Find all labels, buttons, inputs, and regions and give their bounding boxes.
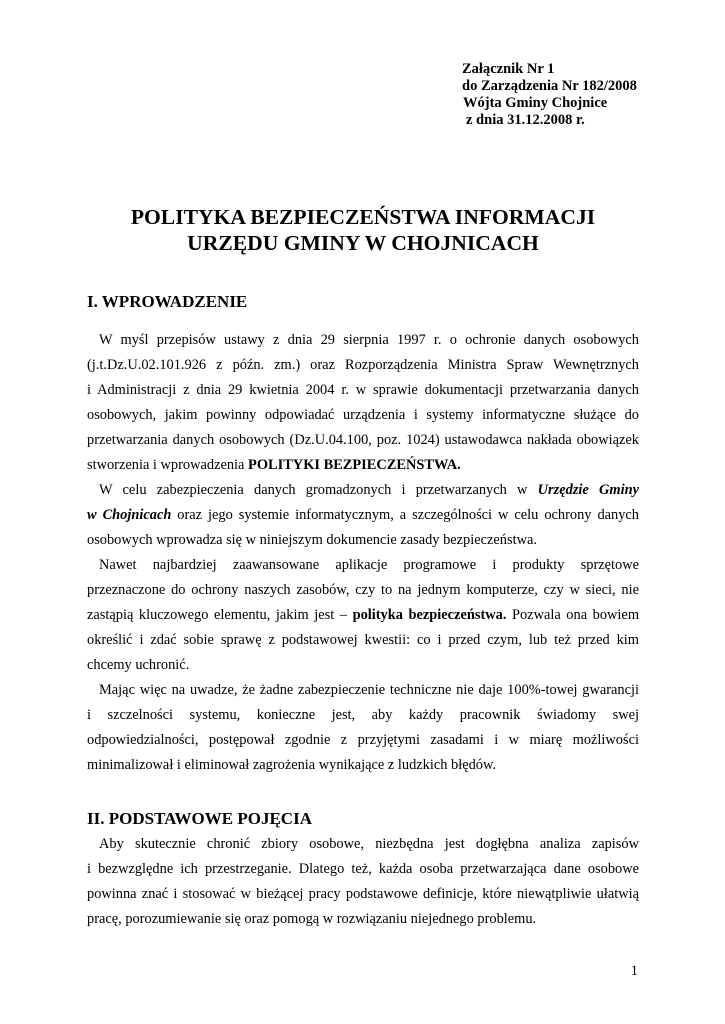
paragraph [87, 328, 639, 478]
text-run: przetwarzania danych osobowych (Dz.U.04.100, poz. 1024) ustawodawca nakłada obowiązek [87, 432, 639, 448]
paragraph-line [87, 653, 639, 678]
text-run: osobowych wprowadza się w niniejszym dokumencie zasady bezpieczeństwa. [87, 532, 537, 548]
text-run: (j.t.Dz.U.02.101.926 z późn. zm.) oraz Rozporządzenia Ministra Spraw Wewnętrznych [87, 357, 639, 373]
paragraph [87, 478, 639, 553]
section-heading-basic-terms: II. PODSTAWOWE POJĘCIA [87, 809, 312, 828]
paragraph-line [87, 503, 639, 528]
bold-text: POLITYKI BEZPIECZEŃSTWA. [248, 457, 461, 473]
paragraph-line [87, 378, 639, 403]
text-run: chcemy uchronić. [87, 657, 190, 673]
page-number: 1 [630, 963, 638, 979]
paragraph-line [87, 578, 639, 603]
paragraph-line [87, 703, 639, 728]
paragraph-line [87, 353, 639, 378]
text-run: i bezwzględne ich przestrzeganie. Dlatego też, każda osoba przetwarzająca dane osobowe [87, 861, 639, 877]
text-run: Aby skutecznie chronić zbiory osobowe, niezbędna jest dogłębna analiza zapisów [99, 836, 639, 852]
text-run: stworzenia i wprowadzenia [87, 457, 249, 473]
text-run: i szczelności systemu, konieczne jest, aby każdy pracownik świadomy swej [87, 707, 639, 723]
text-run: Mając więc na uwadze, że żadne zabezpieczenie techniczne nie daje 100%-towej gwarancji [99, 682, 639, 698]
paragraph-line [87, 678, 639, 703]
paragraph-line [87, 882, 639, 907]
text-run: i Administracji z dnia 29 kwietnia 2004 r. w sprawie dokumentacji przetwarzania danych [87, 382, 639, 398]
text-run: Pozwala ona bowiem [506, 607, 640, 623]
paragraph [87, 678, 639, 778]
text-run: zastąpią kluczowego elementu, jakim jest – [87, 607, 353, 623]
section-body-introduction [87, 328, 639, 778]
paragraph-line [87, 907, 639, 932]
bold-text: polityka bezpieczeństwa. [352, 607, 507, 623]
title-line-1: POLITYKA BEZPIECZEŃSTWA INFORMACJI [130, 205, 596, 229]
bold-italic-text: w Chojnicach [87, 507, 172, 523]
annex-number: Załącznik Nr 1 [462, 61, 555, 77]
paragraph [87, 553, 639, 678]
paragraph-line [87, 832, 639, 857]
text-run: pracę, porozumiewanie się oraz pomogą w rozwiązaniu niejednego problemu. [87, 911, 537, 927]
text-run: W myśl przepisów ustawy z dnia 29 sierpnia 1997 r. o ochronie danych osobowych [99, 332, 639, 348]
annex-reference [462, 61, 637, 129]
text-run: osobowych, jakim powinny odpowiadać urządzenia i systemy informatyczne służące do [87, 407, 639, 423]
text-run: przeznaczone do ochrony naszych zasobów, czy to na jednym komputerze, czy w sieci, nie [87, 582, 639, 598]
paragraph-line [87, 428, 639, 453]
paragraph-line [87, 478, 639, 503]
bold-italic-text: Urzędzie Gminy [537, 482, 639, 498]
title-line-2: URZĘDU GMINY W CHOJNICACH [187, 231, 539, 255]
paragraph [87, 832, 639, 932]
text-run: minimalizował i eliminował zagrożenia wynikające z ludzkich błędów. [87, 757, 497, 773]
section-body-basic-terms [87, 832, 639, 932]
issuing-authority: Wójta Gminy Chojnice [463, 95, 608, 111]
ordinance-date: z dnia 31.12.2008 r. [466, 112, 585, 128]
paragraph-line [87, 528, 639, 553]
paragraph-line [87, 628, 639, 653]
paragraph-line [87, 553, 639, 578]
text-run: Nawet najbardziej zaawansowane aplikacje programowe i produkty sprzętowe [99, 557, 639, 573]
paragraph-line [87, 328, 639, 353]
paragraph-line [87, 857, 639, 882]
text-run: oraz jego systemie informatycznym, a szczególności w celu ochrony danych [171, 507, 640, 523]
ordinance-reference: do Zarządzenia Nr 182/2008 [462, 78, 637, 94]
text-run: odpowiedzialności, postępował zgodnie z przyjętymi zasadami i w miarę możliwości [87, 732, 639, 748]
text-run: powinna znać i stosować w bieżącej pracy podstawowe definicje, które niewątpliwie ułatwią [87, 886, 639, 902]
document-title [87, 204, 639, 256]
paragraph-line [87, 728, 639, 753]
paragraph-line [87, 403, 639, 428]
paragraph-line [87, 753, 639, 778]
section-heading-introduction: I. WPROWADZENIE [87, 292, 248, 311]
paragraph-line [87, 603, 639, 628]
text-run: określić i zdać sobie sprawę z podstawowej kwestii: co i przed czym, lub też przed kim [87, 632, 639, 648]
paragraph-line [87, 453, 639, 478]
text-run: W celu zabezpieczenia danych gromadzonych i przetwarzanych w [99, 482, 538, 498]
